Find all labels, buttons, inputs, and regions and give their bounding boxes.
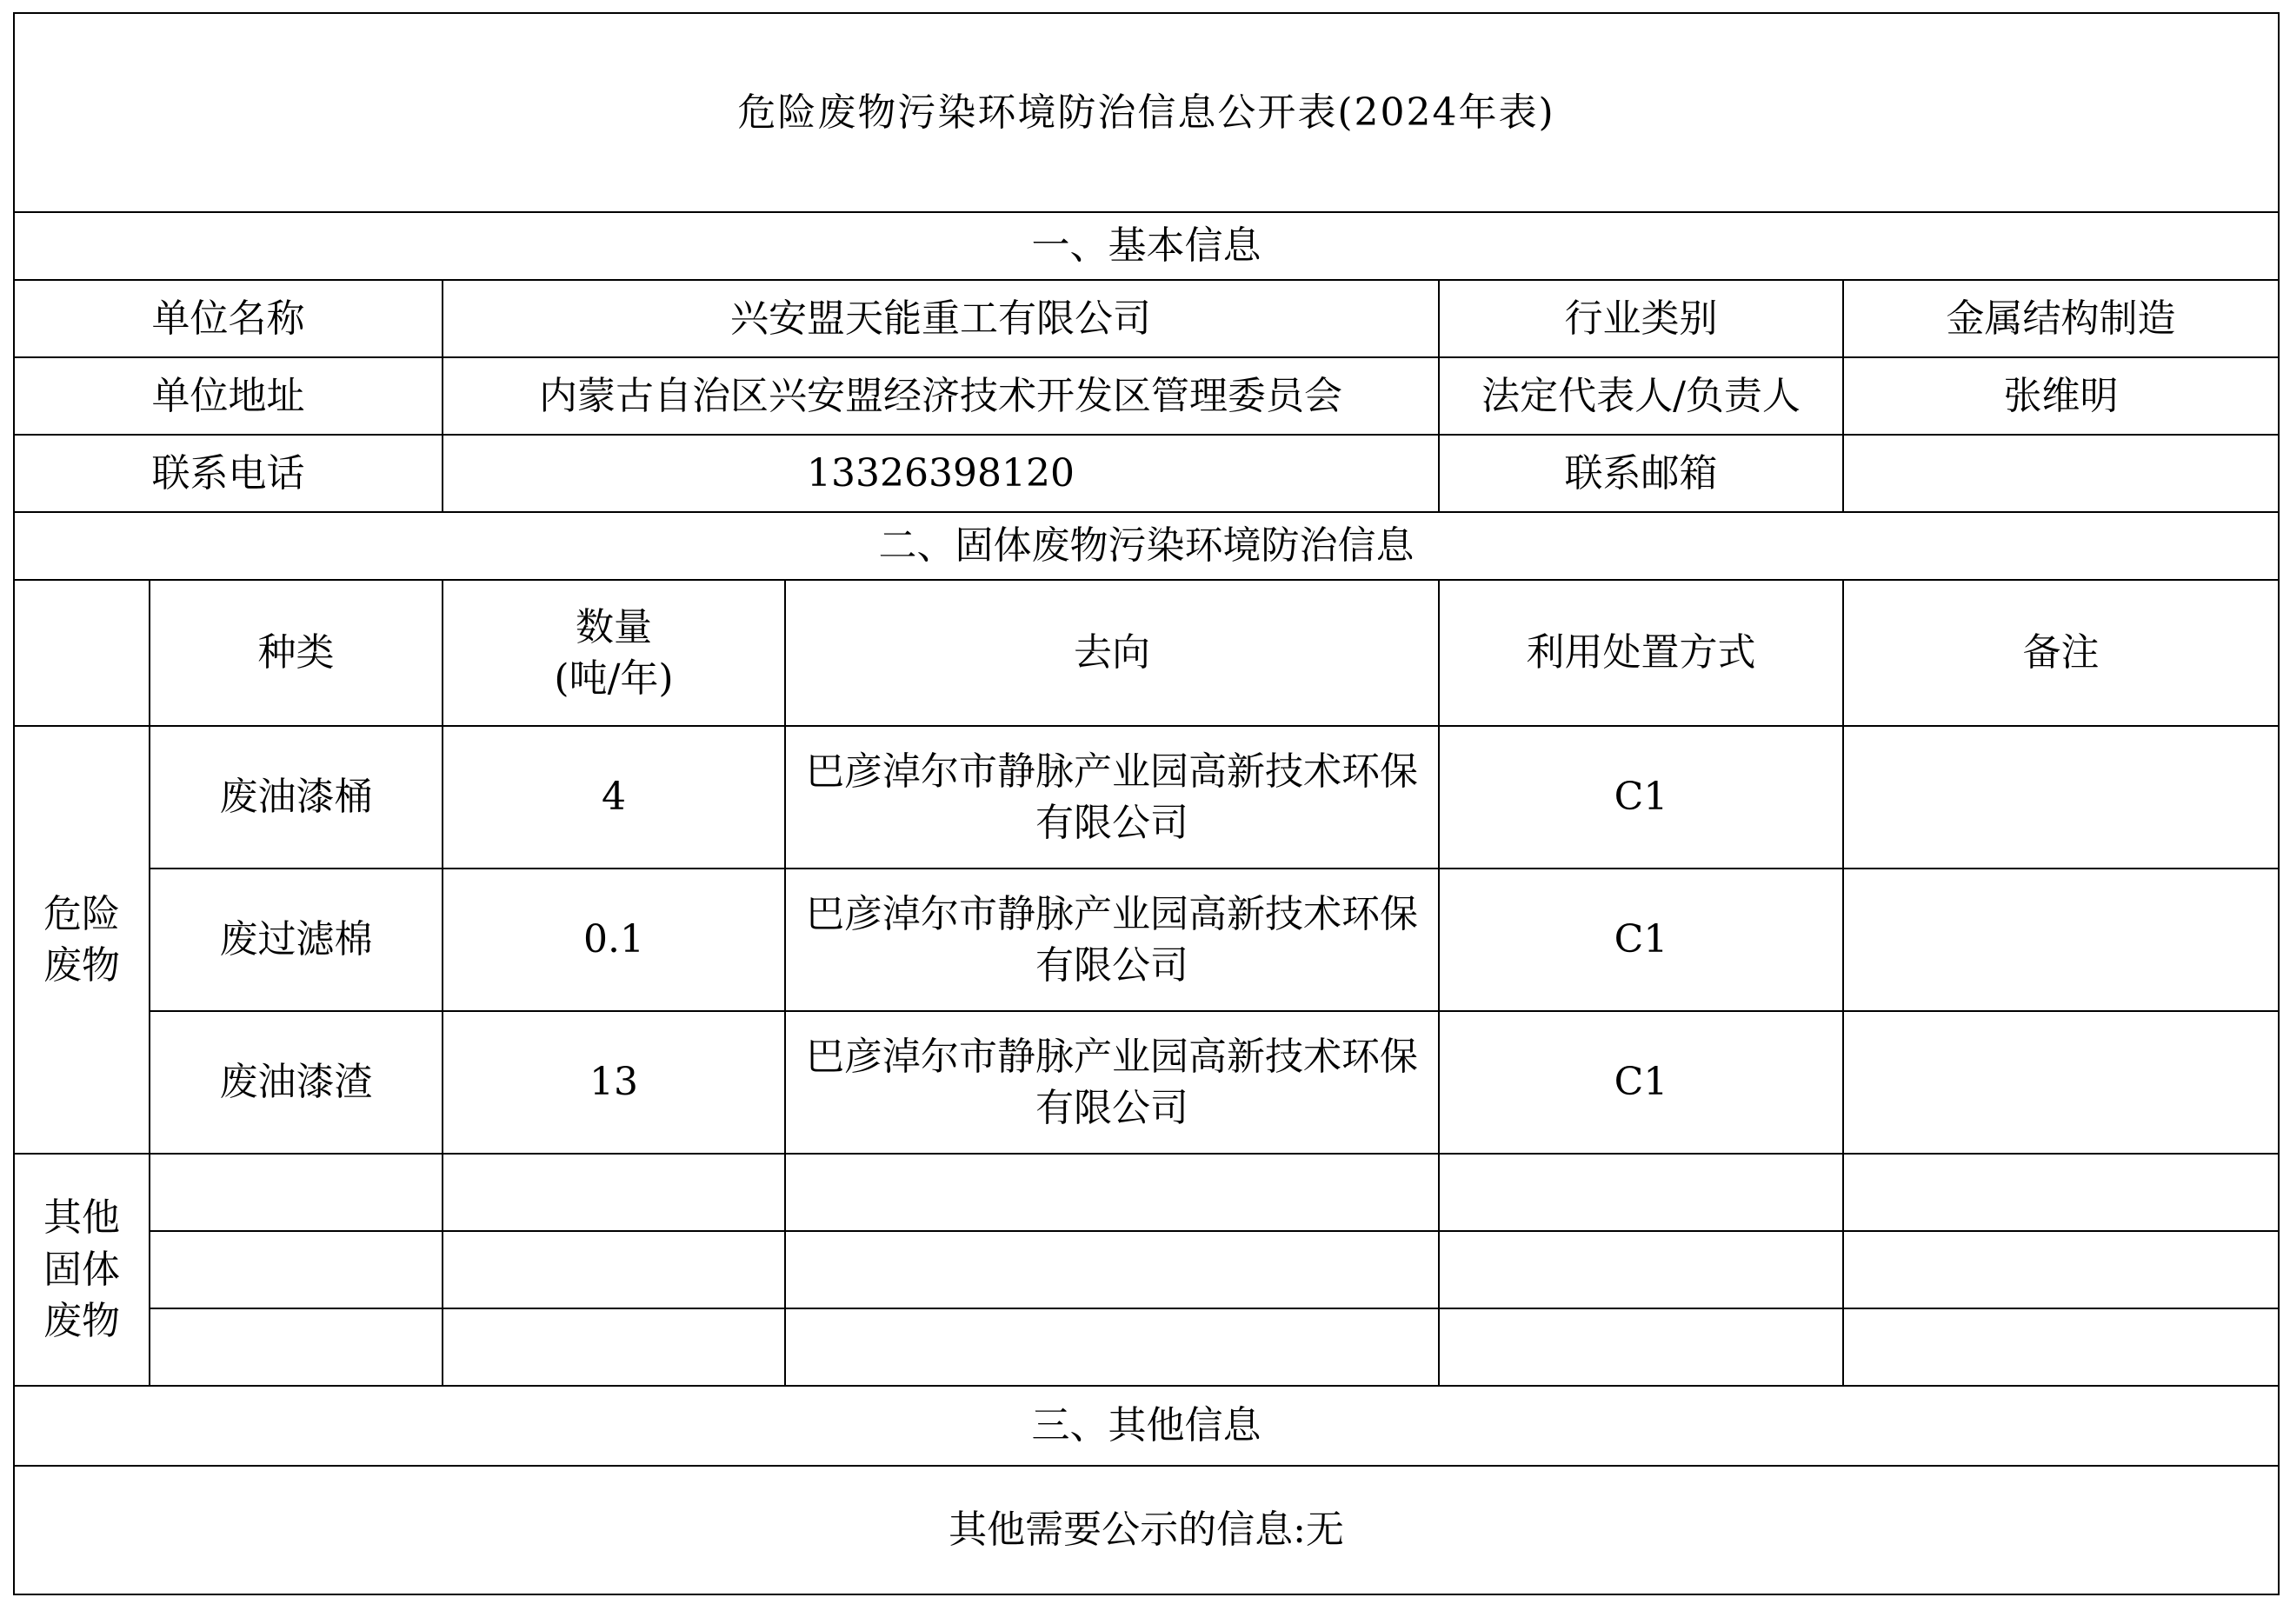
industry-value: 金属结构制造: [1843, 280, 2279, 357]
address-label: 单位地址: [14, 357, 443, 435]
waste-quantity: [443, 1154, 785, 1231]
email-label: 联系邮箱: [1439, 435, 1843, 512]
column-header-type: 种类: [150, 580, 443, 726]
waste-quantity: 13: [443, 1011, 785, 1154]
section-solid-waste-heading: 二、固体废物污染环境防治信息: [14, 512, 2279, 580]
waste-type: [150, 1308, 443, 1386]
column-header-method: 利用处置方式: [1439, 580, 1843, 726]
disposal-method: [1439, 1154, 1843, 1231]
legal-rep-value: 张维明: [1843, 357, 2279, 435]
disposal-method: [1439, 1308, 1843, 1386]
waste-destination: [785, 1154, 1439, 1231]
disposal-method: [1439, 1231, 1843, 1308]
disposal-method: C1: [1439, 869, 1843, 1011]
phone-value: 13326398120: [443, 435, 1439, 512]
phone-label: 联系电话: [14, 435, 443, 512]
address-value: 内蒙古自治区兴安盟经济技术开发区管理委员会: [443, 357, 1439, 435]
remark: [1843, 1308, 2279, 1386]
other-solid-waste-label-text: 其他固体废物: [43, 1195, 120, 1344]
quantity-header-line1: 数量: [576, 604, 652, 649]
table-row: [14, 1154, 2279, 1231]
waste-quantity: [443, 1308, 785, 1386]
section-basic-info-heading: 一、基本信息: [14, 212, 2279, 280]
table-row: [14, 726, 2279, 869]
waste-destination: 巴彦淖尔市静脉产业园高新技术环保有限公司: [785, 869, 1439, 1011]
waste-type: 废油漆渣: [150, 1011, 443, 1154]
remark: [1843, 869, 2279, 1011]
column-header-remark: 备注: [1843, 580, 2279, 726]
waste-destination: 巴彦淖尔市静脉产业园高新技术环保有限公司: [785, 1011, 1439, 1154]
column-header-quantity: [443, 580, 785, 726]
section-other-info-heading: 三、其他信息: [14, 1386, 2279, 1466]
industry-label: 行业类别: [1439, 280, 1843, 357]
page-title: 危险废物污染环境防治信息公开表(2024年表): [14, 13, 2279, 212]
quantity-header-line2: (吨/年): [554, 656, 674, 701]
unit-name-value: 兴安盟天能重工有限公司: [443, 280, 1439, 357]
waste-type: 废过滤棉: [150, 869, 443, 1011]
waste-destination: [785, 1308, 1439, 1386]
waste-type: [150, 1231, 443, 1308]
column-header-destination: 去向: [785, 580, 1439, 726]
disposal-method: C1: [1439, 726, 1843, 869]
waste-type: 废油漆桶: [150, 726, 443, 869]
hazardous-waste-label: [14, 726, 150, 1154]
waste-type: [150, 1154, 443, 1231]
hazardous-waste-label-text: 危险废物: [43, 891, 120, 988]
remark: [1843, 1011, 2279, 1154]
table-row: [14, 869, 2279, 1011]
waste-destination: 巴彦淖尔市静脉产业园高新技术环保有限公司: [785, 726, 1439, 869]
category-header-empty: [14, 580, 150, 726]
waste-quantity: [443, 1231, 785, 1308]
legal-rep-label: 法定代表人/负责人: [1439, 357, 1843, 435]
table-row: [14, 1231, 2279, 1308]
table-row: [14, 1011, 2279, 1154]
disposal-method: C1: [1439, 1011, 1843, 1154]
table-row: [14, 1308, 2279, 1386]
email-value: [1843, 435, 2279, 512]
remark: [1843, 1154, 2279, 1231]
other-solid-waste-label: [14, 1154, 150, 1386]
unit-name-label: 单位名称: [14, 280, 443, 357]
waste-quantity: 0.1: [443, 869, 785, 1011]
disclosure-table: [13, 12, 2280, 1595]
waste-destination: [785, 1231, 1439, 1308]
waste-quantity: 4: [443, 726, 785, 869]
other-info-text: 其他需要公示的信息:无: [14, 1466, 2279, 1594]
remark: [1843, 726, 2279, 869]
remark: [1843, 1231, 2279, 1308]
